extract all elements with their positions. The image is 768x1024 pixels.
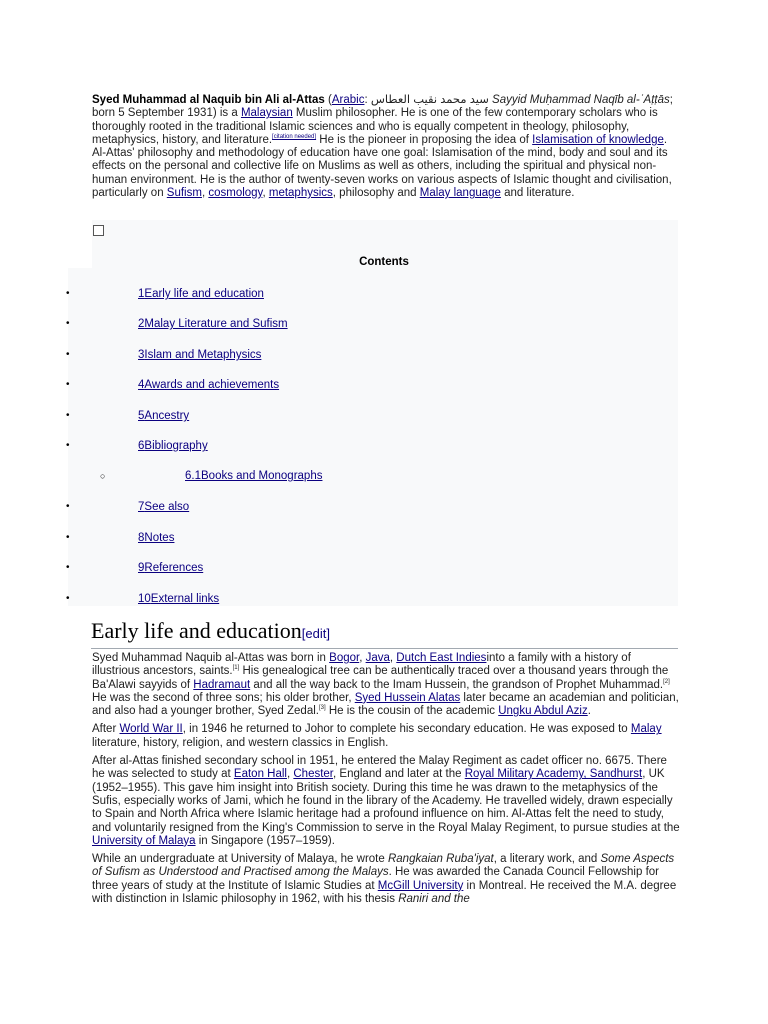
text: After bbox=[92, 723, 120, 736]
section-body bbox=[92, 652, 680, 911]
toc-link[interactable] bbox=[138, 378, 279, 392]
text: literature, history, religion, and western classics in English. bbox=[92, 736, 389, 749]
text: later became an academian and politician, and also had a younger brother, Syed Zedal. bbox=[92, 691, 679, 718]
toc-number: 2 bbox=[138, 318, 145, 330]
intro-text-2: He is the pioneer in proposing the idea of bbox=[316, 133, 533, 146]
world-war-ii-link[interactable]: World War II bbox=[119, 723, 183, 736]
bullet-icon: • bbox=[66, 379, 70, 390]
toc-link[interactable] bbox=[138, 592, 219, 606]
text: His genealogical tree can be authentically traced over a thousand years through the Ba'Alawi sayyids of bbox=[92, 665, 669, 691]
toc-link[interactable] bbox=[138, 439, 208, 453]
citation-needed-link[interactable]: [citation needed] bbox=[272, 134, 317, 141]
eaton-hall-link[interactable]: Eaton Hall bbox=[233, 768, 287, 781]
paragraph bbox=[92, 723, 680, 750]
dutch-east-indies-link[interactable]: Dutch East Indies bbox=[396, 652, 487, 664]
birth-text: ; born 5 September 1931) is a bbox=[92, 94, 673, 120]
subject-name: Syed Muhammad al Naquib bin Ali al-Attas bbox=[92, 94, 325, 106]
text: in Montreal. He received the M.A. degree with distinction in Islamic philosophy in 1962, with his thesis bbox=[92, 879, 677, 906]
text: in Singapore (1957–1959). bbox=[195, 834, 335, 847]
toc-number: 3 bbox=[138, 349, 145, 361]
toc-label: Early life and education bbox=[144, 288, 264, 300]
toc-number: 1 bbox=[138, 288, 145, 300]
edit-link[interactable]: [edit] bbox=[301, 626, 330, 641]
footnote-marker[interactable]: [1] bbox=[232, 665, 240, 672]
metaphysics-link[interactable]: metaphysics bbox=[268, 187, 333, 200]
cosmology-link[interactable]: cosmology bbox=[208, 187, 263, 200]
mcgill-link[interactable]: McGill University bbox=[377, 879, 464, 892]
sufism-link[interactable]: Sufism bbox=[166, 187, 202, 200]
intro-text-3: . Al-Attas' philosophy and methodology of education have one goal: Islamisation of the mind, body and soul and its effects on the personal and collective life on Muslims as well as others, including the spiritual and physical non-human environment. He is the author of twenty-seven works on various aspects of Islamic thought and civilisation, particularly on bbox=[92, 133, 672, 200]
arabic-link[interactable]: Arabic bbox=[331, 94, 365, 106]
toc-link[interactable] bbox=[138, 317, 288, 331]
bullet-icon: • bbox=[66, 532, 70, 543]
toc-toggle-checkbox[interactable] bbox=[93, 225, 104, 236]
bullet-icon: • bbox=[66, 593, 70, 604]
text: Syed Muhammad Naquib al-Attas was born in bbox=[92, 652, 330, 664]
toc-link[interactable] bbox=[185, 469, 322, 483]
malaysian-link[interactable]: Malaysian bbox=[240, 107, 293, 120]
transliteration: Sayyid Muḥammad Naqīb al-ʿAṭṭās bbox=[492, 94, 670, 106]
toc-title: Contents bbox=[359, 256, 409, 268]
toc-label: References bbox=[144, 562, 204, 574]
text: , UK (1952–1955). This gave him insight into British society. During this time he was drawn to the metaphysics of the Sufis, especially works of Jami, which he found in the library of the Academy. He travelled widely, drawn especially to Spain and North Africa where Islamic heritage had a profound influence on him. Al-Attas felt the need to study, and voluntarily resigned from the King's Commission to serve in the Royal Malay Regiment, to pursue studies at the bbox=[92, 768, 680, 834]
bullet-icon: • bbox=[66, 318, 70, 329]
bullet-icon: • bbox=[66, 349, 70, 360]
toc-label: Books and Monographs bbox=[201, 470, 323, 482]
arabic-name: سيد محمد نقيب العطاس bbox=[370, 94, 489, 106]
footnote-marker[interactable]: [2] bbox=[663, 678, 670, 685]
text: While an undergraduate at University of Malaya, he wrote bbox=[92, 853, 388, 866]
toc-number: 4 bbox=[138, 379, 145, 391]
section-heading bbox=[91, 618, 678, 649]
university-of-malaya-link[interactable]: University of Malaya bbox=[92, 834, 196, 847]
toc-label: Islam and Metaphysics bbox=[144, 349, 262, 361]
paragraph: Syed Muhammad Naquib al-Attas was born in Bogor, Java, Dutch East Indiesinto a family with a history of illustrious ancestors, saints.[1] His genealogical tree can be authentically traced over a thousand years through the Ba'Alawi sayyids of Hadramaut and all the way back to the Imam Hussein, the grandson of Prophet Muhammad.[2] He was the second of three sons; his older brother, Syed Hussein Alatas later became an academian and politician, and also had a younger brother, Syed Zedal.[3] He is the cousin of the academic Ungku Abdul Aziz. bbox=[92, 652, 679, 718]
toc-label: Notes bbox=[144, 532, 175, 544]
text: , a literary work, and bbox=[493, 853, 601, 866]
work-title: Rangkaian Ruba'iyat bbox=[387, 853, 494, 866]
paragraph: After al-Attas finished secondary school in 1951, he entered the Malay Regiment as cadet officer no. 6675. There he was selected to study at Eaton Hall, Chester, England and later at the Royal Military Academy, Sandhurst, UK (1952–1955). This gave him insight into British society. During this time he was drawn to the metaphysics of the Sufis, especially works of Jami, which he found in the library of the Academy. He travelled widely, drawn especially to Spain and North Africa where Islamic heritage had a profound influence on him. Al-Attas felt the need to study, and voluntarily resigned from the King's Commission to serve in the Royal Malay Regiment, to pursue studies at the University of Malaya in Singapore (1957–1959). bbox=[92, 755, 680, 847]
intro-text-4: , philosophy and bbox=[332, 187, 420, 200]
intro-paragraph: Syed Muhammad al Naquib bin Ali al-Attas (Arabic: سيد محمد نقيب العطاس Sayyid Muḥammad Naqīb al-ʿAṭṭās; born 5 September 1931) is a Malaysian Muslim philosopher. He is one of the few contemporary scholars who is thoroughly rooted in the traditional Islamic sciences and who is equally competent in theology, philosophy, metaphysics, history, and literature.[citation needed] He is the pioneer in proposing the idea of Islamisation of knowledge. Al-Attas' philosophy and methodology of education have one goal: Islamisation of the mind, body and soul and its effects on the personal and collective life on Muslims as well as others, including the spiritual and physical non-human environment. He is the author of twenty-seven works on various aspects of Islamic thought and civilisation, particularly on Sufism, cosmology, metaphysics, philosophy and Malay language and literature. bbox=[92, 94, 673, 200]
toc-number: 8 bbox=[138, 532, 145, 544]
bullet-icon: • bbox=[66, 288, 70, 299]
thesis-title: Raniri and the bbox=[398, 893, 470, 906]
toc-number: 5 bbox=[138, 410, 145, 422]
bullet-icon: ○ bbox=[100, 471, 106, 481]
toc-number: 10 bbox=[138, 593, 151, 605]
text: He was the second of three sons; his older brother, bbox=[92, 691, 355, 704]
bullet-icon: • bbox=[66, 440, 70, 451]
toc-link[interactable] bbox=[138, 561, 203, 575]
bullet-icon: • bbox=[66, 410, 70, 421]
section-title: Early life and education bbox=[91, 618, 302, 643]
toc-number: 9 bbox=[138, 562, 145, 574]
toc-label: External links bbox=[150, 593, 220, 605]
text: . bbox=[587, 705, 591, 718]
toc-label: Malay Literature and Sufism bbox=[144, 318, 288, 330]
text: , in 1946 he returned to Johor to complete his secondary education. He was exposed to bbox=[182, 723, 631, 736]
islamisation-link[interactable]: Islamisation of knowledge bbox=[532, 133, 664, 146]
toc-link[interactable] bbox=[138, 531, 174, 545]
bullet-icon: • bbox=[66, 501, 70, 512]
toc-link[interactable] bbox=[138, 287, 264, 301]
intro-text-5: and literature. bbox=[500, 187, 575, 200]
text: and all the way back to the Imam Hussein, the grandson of Prophet Muhammad. bbox=[250, 678, 664, 691]
work-title: Some Aspects of Sufism as Understood and Practised among the Malays bbox=[92, 853, 675, 879]
toc-link[interactable] bbox=[138, 500, 189, 514]
java-link[interactable]: Java bbox=[365, 652, 390, 664]
toc-label: See also bbox=[144, 501, 190, 513]
footnote-marker[interactable]: [3] bbox=[318, 705, 326, 712]
text: He is the cousin of the academic bbox=[325, 705, 499, 718]
text: . He was awarded the Canada Council Fellowship for three years of study at the Institute of Islamic Studies at bbox=[92, 866, 659, 892]
text: , England and later at the bbox=[333, 768, 465, 781]
ungku-abdul-aziz-link[interactable]: Ungku Abdul Aziz bbox=[498, 705, 588, 718]
toc-number: 7 bbox=[138, 501, 145, 513]
toc-link[interactable] bbox=[138, 348, 261, 362]
toc-link[interactable] bbox=[138, 409, 189, 423]
bogor-link[interactable]: Bogor bbox=[329, 652, 360, 664]
toc-number: 6 bbox=[138, 440, 145, 452]
paragraph bbox=[92, 853, 680, 906]
hussein-alatas-link[interactable]: Syed Hussein Alatas bbox=[354, 691, 461, 704]
toc-number: 6.1 bbox=[185, 470, 201, 482]
malay-language-link[interactable]: Malay language bbox=[419, 187, 501, 200]
sandhurst-link[interactable]: Royal Military Academy, Sandhurst bbox=[464, 768, 643, 781]
toc-label: Awards and achievements bbox=[144, 379, 280, 391]
malay-link[interactable]: Malay bbox=[630, 723, 662, 736]
bullet-icon: • bbox=[66, 562, 70, 573]
hadramaut-link[interactable]: Hadramaut bbox=[193, 678, 251, 691]
text: After al-Attas finished secondary school in 1951, he entered the Malay Regiment as cadet officer no. 6675. There he was selected to study at bbox=[92, 755, 667, 781]
text: into a family with a history of illustrious ancestors, saints. bbox=[92, 652, 631, 678]
intro-text-1: Muslim philosopher. He is one of the few contemporary scholars who is thoroughly rooted in the traditional Islamic sciences and who is equally competent in theology, philosophy, metaphysics, history, and literature. bbox=[92, 107, 658, 146]
chester-link[interactable]: Chester bbox=[293, 768, 334, 781]
toc-label: Bibliography bbox=[144, 440, 208, 452]
toc-label: Ancestry bbox=[144, 410, 190, 422]
